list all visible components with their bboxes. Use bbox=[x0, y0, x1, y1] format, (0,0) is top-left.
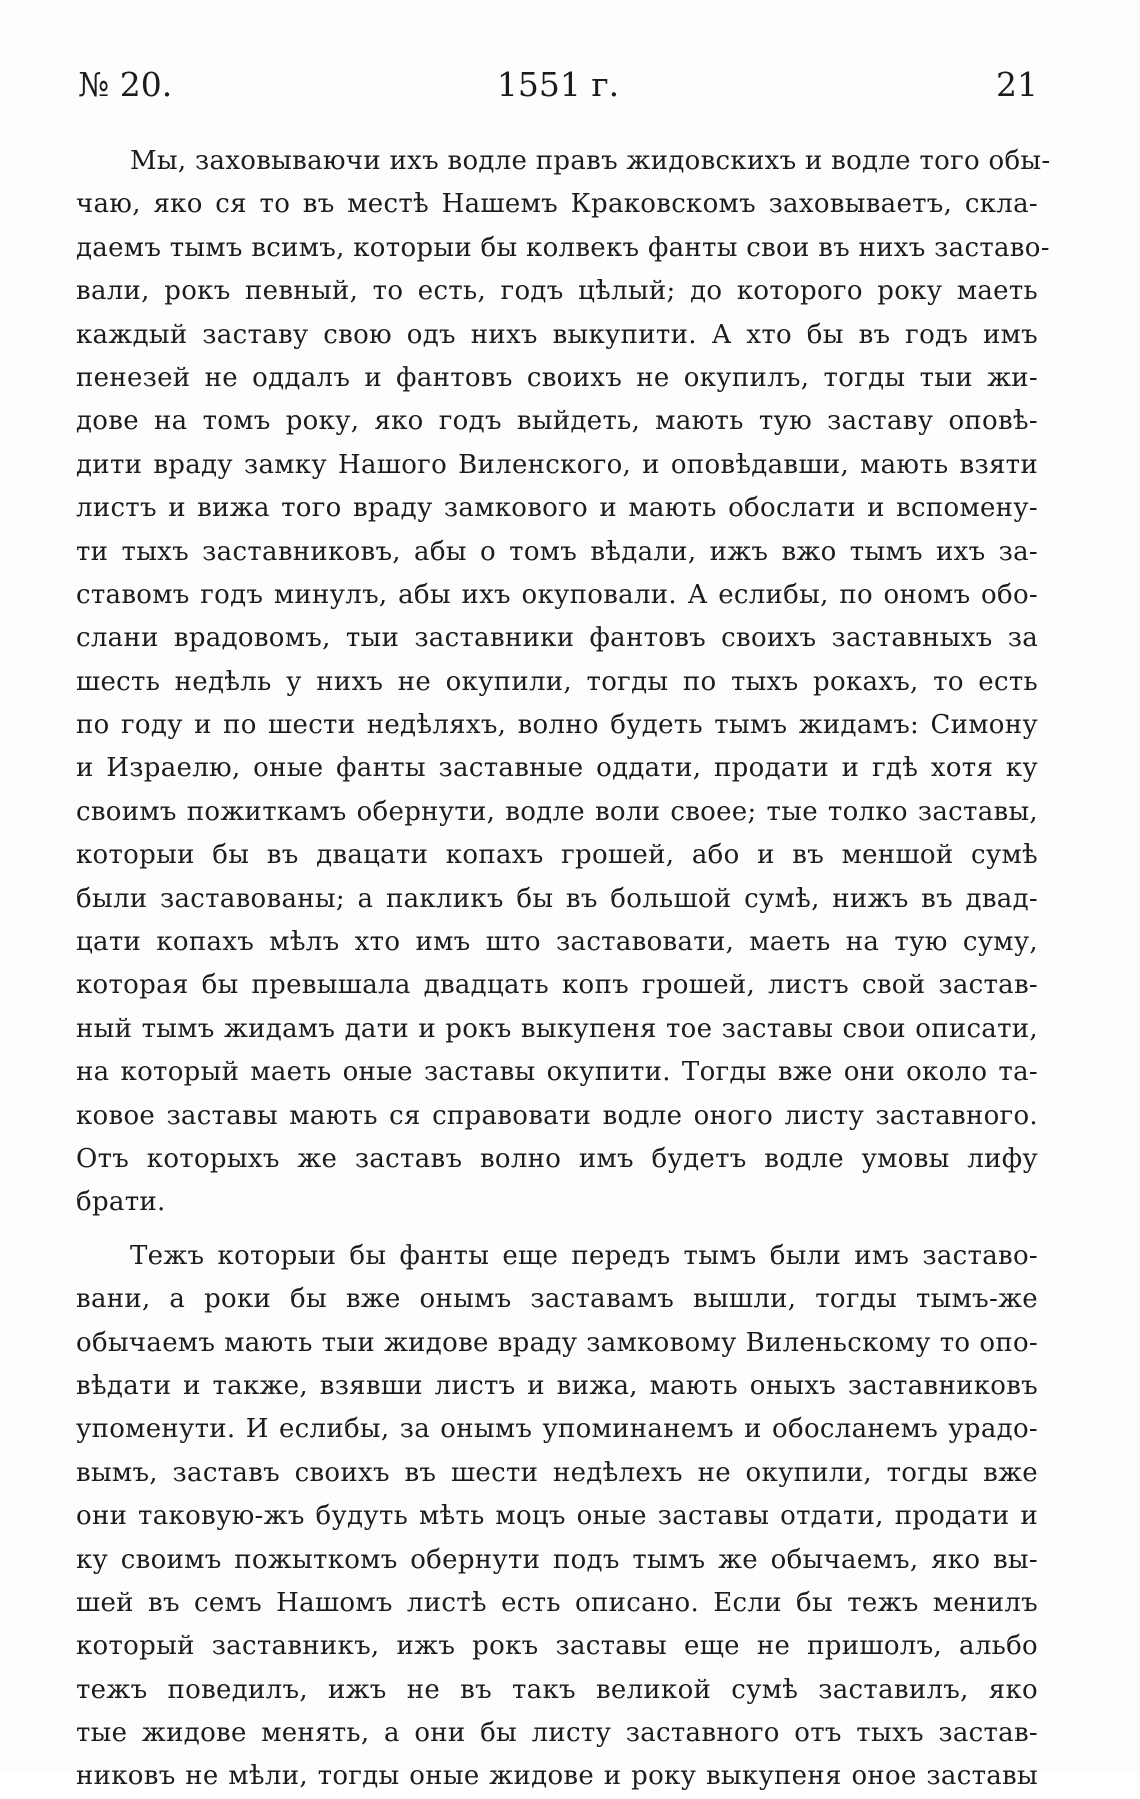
text-line: обычаемъ мають тыи жидове враду замковому Виленьскому то опо- bbox=[76, 1327, 1038, 1358]
text-line: дити враду замку Нашого Виленского, и оповѣдавши, мають взяти bbox=[76, 449, 1038, 480]
text-line: были заставованы; а пакликъ бы въ большой сумѣ, нижъ въ двад- bbox=[76, 883, 1038, 914]
text-line: на который маеть оные заставы окупити. Тогды вже они около та- bbox=[76, 1057, 1038, 1088]
body-text bbox=[76, 140, 1051, 1799]
text-line: дове на томъ року, яко годъ выйдеть, мають тую заставу оповѣ- bbox=[76, 406, 1038, 437]
text-line: своимъ пожиткамъ обернути, водле воли своее; тые толко заставы, bbox=[76, 796, 1038, 827]
text-line: тые жидове менять, а они бы листу заставного отъ тыхъ застав- bbox=[76, 1718, 1038, 1749]
page-number: 21 bbox=[996, 65, 1038, 104]
text-line: цати копахъ мѣлъ хто имъ што заставовати, маеть на тую суму, bbox=[76, 927, 1038, 958]
document-number: № 20. bbox=[78, 65, 173, 104]
paragraph-2 bbox=[76, 1235, 1038, 1799]
text-line: они таковую-жъ будуть мѣть моцъ оные заставы отдати, продати и bbox=[76, 1501, 1038, 1532]
text-line: и Израелю, оные фанты заставные оддати, продати и гдѣ хотя ку bbox=[76, 753, 1038, 784]
text-line: слани врадовомъ, тыи заставники фантовъ своихъ заставныхъ за bbox=[76, 623, 1038, 654]
paragraph-1 bbox=[76, 140, 1051, 1225]
text-line: которыи бы въ двацати копахъ грошей, або и въ меншой сумѣ bbox=[76, 840, 1038, 871]
text-line: по году и по шести недѣляхъ, волно будеть тымъ жидамъ: Симону bbox=[76, 710, 1038, 741]
running-head bbox=[78, 60, 1038, 110]
text-line: брати. bbox=[76, 1187, 166, 1218]
text-line: чаю, яко ся то въ местѣ Нашемъ Краковскомъ заховываетъ, скла- bbox=[76, 189, 1038, 220]
text-line: листъ и вижа того враду замкового и мають обослати и вспомену- bbox=[76, 493, 1038, 524]
text-line: тежъ поведилъ, ижъ не въ такъ великой сумѣ заставилъ, яко bbox=[76, 1674, 1038, 1705]
text-line: Мы, заховываючи ихъ водле правъ жидовскихъ и водле того обы- bbox=[130, 146, 1051, 176]
text-line: ный тымъ жидамъ дати и рокъ выкупеня тое заставы свои описати, bbox=[76, 1013, 1038, 1044]
text-line: который заставникъ, ижъ рокъ заставы еще не пришолъ, альбо bbox=[76, 1631, 1038, 1662]
text-line: Отъ которыхъ же заставъ волно имъ будетъ водле умовы лифу bbox=[76, 1143, 1038, 1174]
text-line: вымъ, заставъ своихъ въ шести недѣлехъ не окупили, тогды вже bbox=[76, 1457, 1038, 1488]
text-line: каждый заставу свою одъ нихъ выкупити. А хто бы въ годъ имъ bbox=[76, 319, 1038, 350]
text-line: ку своимъ пожыткомъ обернути подъ тымъ же обычаемъ, яко вы- bbox=[76, 1544, 1038, 1575]
text-line: ти тыхъ заставниковъ, абы о томъ вѣдали, ижъ вжо тымъ ихъ за- bbox=[76, 536, 1038, 567]
text-line: ковое заставы мають ся справовати водле оного листу заставного. bbox=[76, 1100, 1038, 1131]
text-line: которая бы превышала двадцать копъ грошей, листъ свой застав- bbox=[76, 970, 1038, 1001]
text-line: вали, рокъ певный, то есть, годъ цѣлый; до которого року маеть bbox=[76, 276, 1038, 307]
text-line: ставомъ годъ минулъ, абы ихъ окуповали. А еслибы, по ономъ обо- bbox=[76, 579, 1038, 610]
text-line: пенезей не оддалъ и фантовъ своихъ не окупилъ, тогды тыи жи- bbox=[76, 362, 1038, 393]
text-line: никовъ не мѣли, тогды оные жидове и року выкупеня оное заставы bbox=[76, 1761, 1038, 1792]
text-line: вѣдати и также, взявши листъ и вижа, мають оныхъ заставниковъ bbox=[76, 1370, 1038, 1401]
text-line: шесть недѣль у нихъ не окупили, тогды по тыхъ рокахъ, то есть bbox=[76, 666, 1038, 697]
text-line: упоменути. И еслибы, за онымъ упоминанемъ и обосланемъ урадо- bbox=[76, 1414, 1038, 1445]
text-line: Тежъ которыи бы фанты еще передъ тымъ были имъ заставо- bbox=[130, 1240, 1038, 1271]
year: 1551 г. bbox=[496, 65, 620, 104]
text-line: даемъ тымъ всимъ, которыи бы колвекъ фанты свои въ нихъ заставо- bbox=[76, 232, 1050, 263]
text-line: шей въ семъ Нашомъ листѣ есть описано. Если бы тежъ менилъ bbox=[76, 1587, 1038, 1618]
text-line: вани, а роки бы вже онымъ заставамъ вышли, тогды тымъ-же bbox=[76, 1284, 1038, 1315]
